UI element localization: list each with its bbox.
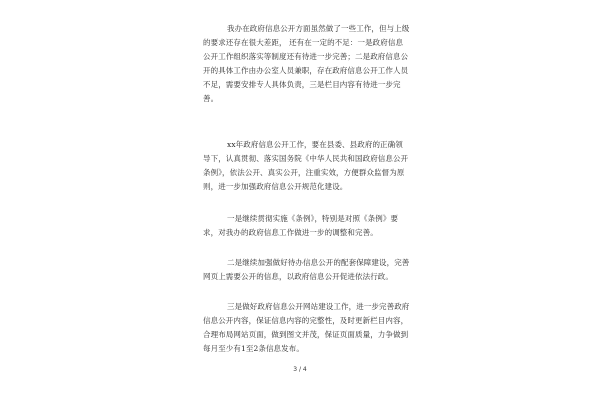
paragraph-point-two: 二是继续加强做好待办信息公开的配套保障建设，完善网页上需要公开的信息，以政府信息公开促进依法行政。	[203, 258, 410, 281]
paragraph-point-one: 一是继续贯彻实施《条例》，特别是对照《条例》要求，对我办的政府信息工作做进一步的调整和完善。	[203, 214, 399, 237]
paragraph-work-plan: xx年政府信息公开工作，要在县委、县政府的正确领导下，认真贯彻、落实国务院《中华人民共和国政府信息公开条例》，依法公开、真实公开，注重实效，方便群众监督为原则，进一步加强政府信息公开规范化建设。	[203, 140, 409, 191]
paragraph-point-three: 三是做好政府信息公开网站建设工作，进一步完善政府信息公开内容，保证信息内容的完整性，及时更新栏目内容，合理布局网站页面，做到图文并茂，保证页面质量，力争做到每月至少有1至2条信息发布。	[203, 302, 410, 353]
paragraph-shortcomings: 我办在政府信息公开方面虽然做了一些工作，但与上级的要求还存在很大差距， 还有在一定的不足：一是政府信息公开工作组织落实等制度还有待进一步完善；二是政府信息公开的具体工作由办公室人员兼职，存在政府信息公开工作人员不足，需要安排专人具体负责，三是栏目内容有待进一步完善。	[203, 24, 410, 103]
page-number: 3 / 4	[293, 366, 307, 373]
